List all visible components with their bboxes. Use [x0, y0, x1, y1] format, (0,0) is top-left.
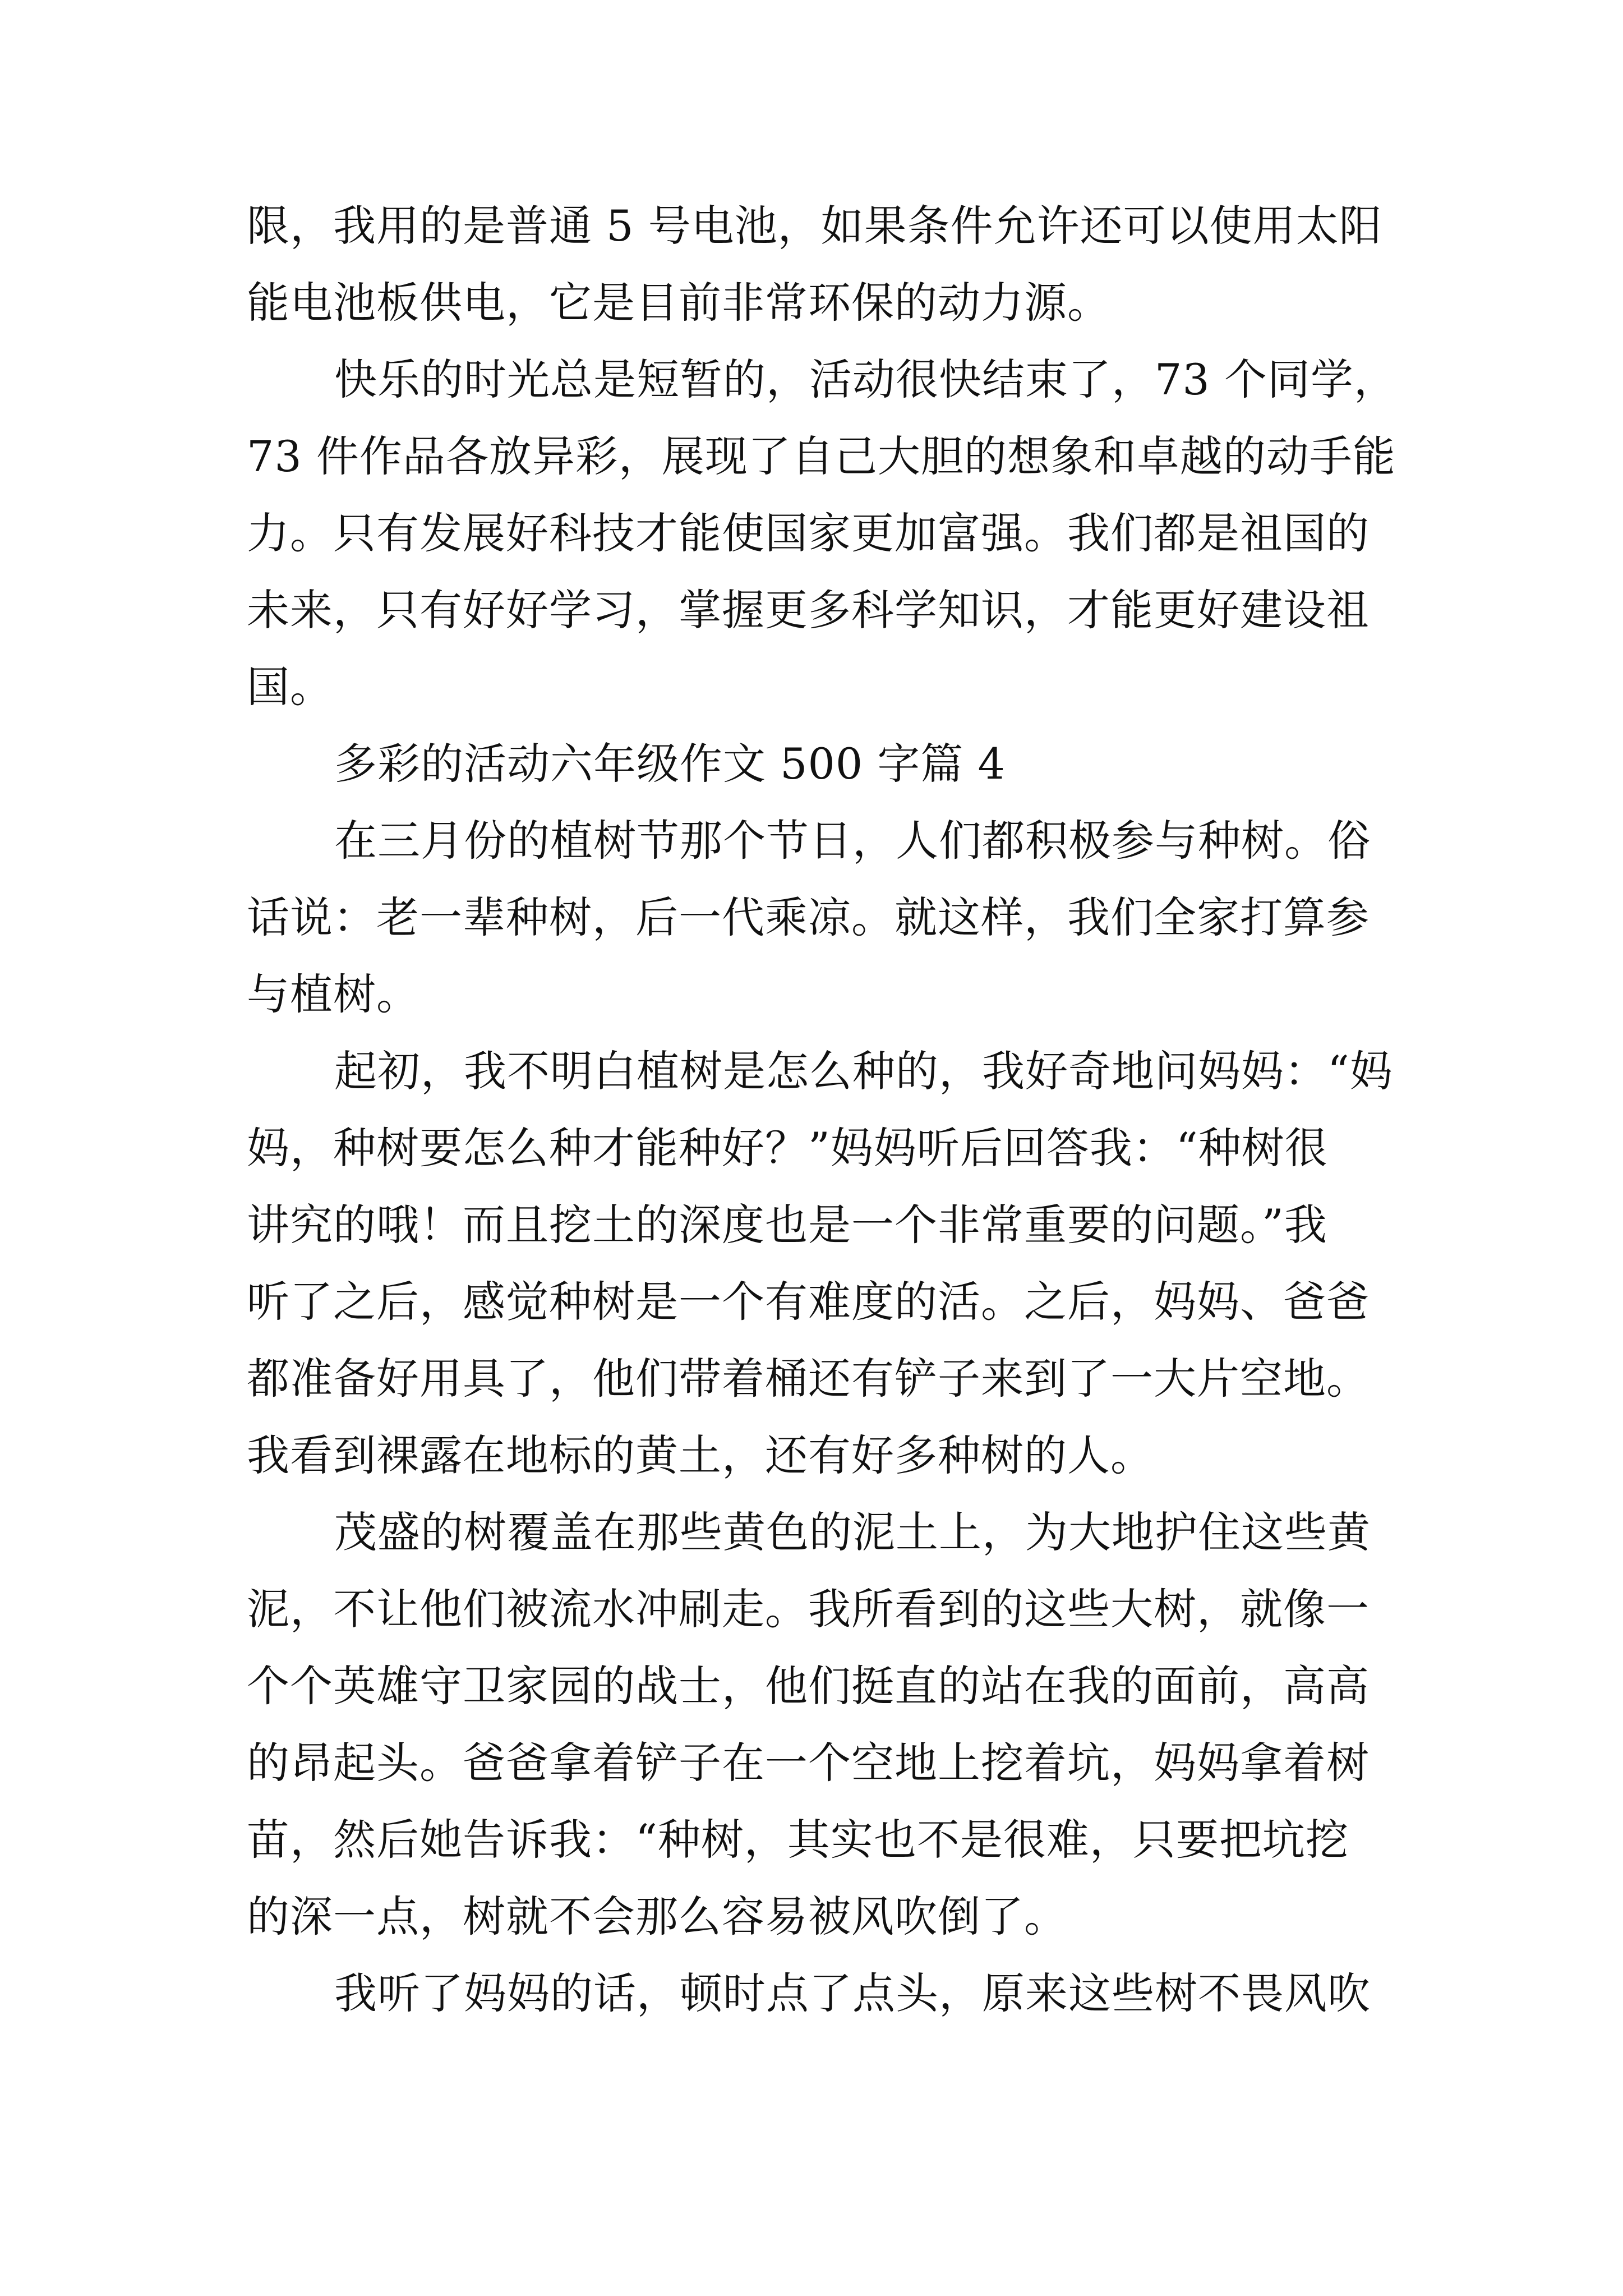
text-line-19: 泥，不让他们被流水冲刷走。我所看到的这些大树，就像一 [247, 1584, 1370, 1634]
text-line-2: 能电池板供电，它是目前非常环保的动力源。 [247, 278, 1110, 328]
text-line-1: 限，我用的是普通 5 号电池，如果条件允许还可以使用太阳 [247, 201, 1382, 251]
text-line-18: 茂盛的树覆盖在那些黄色的泥土上，为大地护住这些黄 [334, 1507, 1371, 1557]
text-line-21: 的昂起头。爸爸拿着铲子在一个空地上挖着坑，妈妈拿着树 [247, 1738, 1370, 1788]
text-line-16: 都准备好用具了，他们带着桶还有铲子来到了一大片空地。 [247, 1354, 1370, 1404]
text-line-13: 妈，种树要怎么种才能种好？”妈妈听后回答我：“种树很 [247, 1123, 1328, 1173]
text-line-9: 在三月份的植树节那个节日，人们都积极参与种树。俗 [334, 816, 1371, 866]
section-heading: 多彩的活动六年级作文 500 字篇 4 [334, 739, 1006, 789]
text-line-3: 快乐的时光总是短暂的，活动很快结束了，73 个同学， [334, 355, 1397, 404]
text-line-14: 讲究的哦！而且挖土的深度也是一个非常重要的问题。”我 [247, 1200, 1327, 1250]
text-line-15: 听了之后，感觉种树是一个有难度的活。之后，妈妈、爸爸 [247, 1277, 1370, 1327]
text-line-7: 国。 [247, 662, 333, 712]
text-line-12: 起初，我不明白植树是怎么种的，我好奇地问妈妈：“妈 [334, 1046, 1393, 1096]
text-line-5: 力。只有发展好科技才能使国家更加富强。我们都是祖国的 [247, 508, 1370, 558]
text-line-6: 未来，只有好好学习，掌握更多科学知识，才能更好建设祖 [247, 585, 1370, 635]
text-line-24: 我听了妈妈的话，顿时点了点头，原来这些树不畏风吹 [334, 1968, 1371, 2018]
text-line-11: 与植树。 [247, 969, 419, 1019]
text-line-23: 的深一点，树就不会那么容易被风吹倒了。 [247, 1892, 1067, 1941]
text-line-17: 我看到裸露在地标的黄土，还有好多种树的人。 [247, 1430, 1154, 1480]
text-line-20: 个个英雄守卫家园的战士，他们挺直的站在我的面前，高高 [247, 1661, 1370, 1711]
text-line-22: 苗，然后她告诉我：“种树，其实也不是很难，只要把坑挖 [247, 1815, 1349, 1865]
text-line-4: 73 件作品各放异彩，展现了自己大胆的想象和卓越的动手能 [247, 431, 1396, 481]
text-line-10: 话说：老一辈种树，后一代乘凉。就这样，我们全家打算参 [247, 892, 1370, 942]
